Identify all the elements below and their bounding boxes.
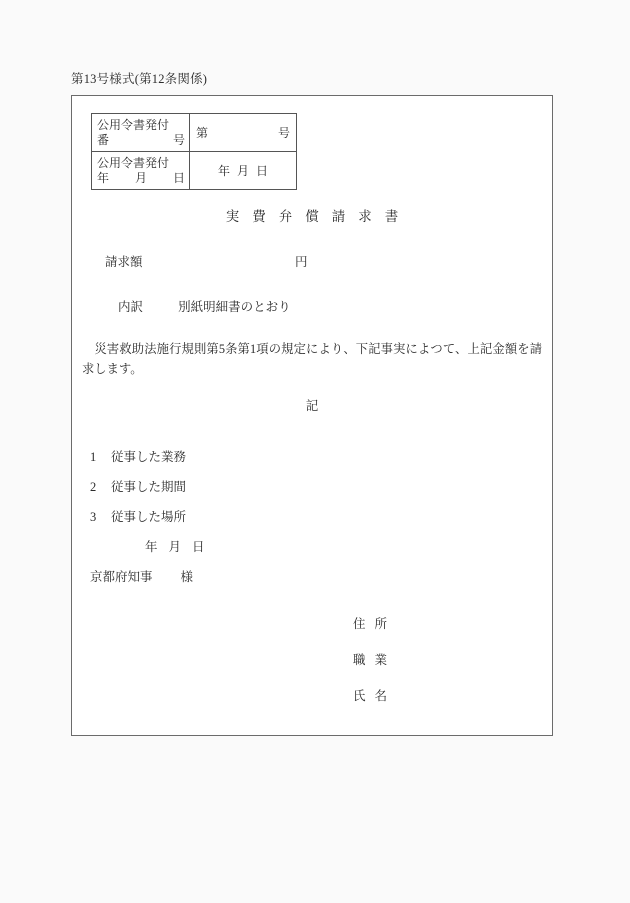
form-number-label: 第13号様式(第12条関係) bbox=[71, 72, 208, 86]
list-item-label: 従事した場所 bbox=[111, 510, 187, 524]
list-item bbox=[90, 447, 186, 465]
body-paragraph-text: 災害救助法施行規則第5条第1項の規定により、下記事実によつて、上記金額を請求します。 bbox=[82, 342, 542, 376]
issuance-number-suffix: 号 bbox=[277, 126, 290, 140]
list-item-label: 従事した期間 bbox=[111, 480, 187, 494]
issuance-date-label-nen: 年 bbox=[97, 170, 110, 185]
ki-marker: 記 bbox=[305, 399, 319, 413]
list-item-number: 3 bbox=[90, 510, 97, 524]
submission-date-line: 年月日 bbox=[145, 540, 216, 554]
list-item-number: 1 bbox=[90, 450, 97, 464]
breakdown-row bbox=[118, 297, 291, 315]
claim-amount-unit: 円 bbox=[295, 255, 308, 269]
list-item-label: 従事した業務 bbox=[111, 450, 187, 464]
issuance-number-label-line1: 公用令書発付 bbox=[97, 117, 170, 132]
issuance-date-label-nichi: 日 bbox=[172, 170, 185, 185]
body-paragraph bbox=[82, 340, 542, 380]
page-title: 実費弁償請求書 bbox=[225, 209, 412, 224]
claim-amount-row bbox=[105, 252, 525, 270]
issuance-number-prefix: 第 bbox=[196, 126, 209, 140]
issuance-number-label-line2 bbox=[97, 133, 185, 148]
issuance-number-value bbox=[196, 124, 290, 141]
issuance-number-label-gou: 号 bbox=[172, 132, 185, 147]
signature-field-name: 氏名 bbox=[353, 689, 397, 703]
issuance-date-label-cell bbox=[92, 152, 190, 190]
issuance-date-value: 年月日 bbox=[217, 164, 275, 178]
signature-block bbox=[353, 614, 396, 704]
issuance-number-label-cell bbox=[92, 114, 190, 152]
issuance-date-label-gatsu: 月 bbox=[134, 170, 147, 185]
list-item-number: 2 bbox=[90, 480, 97, 494]
issuance-date-label-line2 bbox=[97, 171, 185, 186]
addressee-name: 京都府知事 bbox=[90, 570, 153, 584]
list-item bbox=[90, 477, 186, 495]
document-frame bbox=[71, 95, 553, 736]
breakdown-value: 別紙明細書のとおり bbox=[178, 300, 291, 314]
list-item bbox=[90, 507, 186, 525]
breakdown-label: 内訳 bbox=[118, 300, 144, 314]
table-row bbox=[92, 114, 297, 152]
claim-amount-label: 請求額 bbox=[105, 255, 143, 269]
addressee-line bbox=[90, 567, 193, 585]
issuance-number-label-ban: 番 bbox=[97, 132, 110, 147]
addressee-honorific: 様 bbox=[180, 570, 194, 584]
issuance-number-value-cell[interactable] bbox=[190, 114, 297, 152]
issuance-date-label-line1: 公用令書発付 bbox=[97, 155, 170, 170]
signature-field-address: 住所 bbox=[353, 617, 397, 631]
issuance-date-value-cell[interactable] bbox=[190, 152, 297, 190]
signature-field-occupation: 職業 bbox=[353, 653, 397, 667]
table-row bbox=[92, 152, 297, 190]
issuance-table bbox=[91, 113, 297, 190]
